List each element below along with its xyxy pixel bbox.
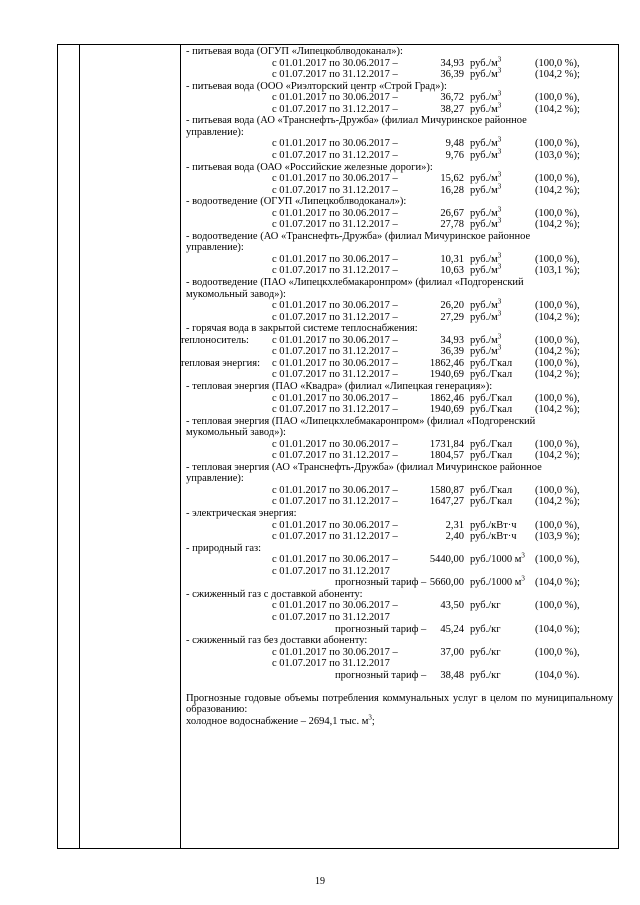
tariff-percent: (100,0 %), (535, 519, 580, 531)
tariff-period: с 01.01.2017 по 30.06.2017 – (272, 253, 398, 265)
tariff-period: с 01.07.2017 по 31.12.2017 – (272, 496, 398, 508)
tariff-value: 10,63 (440, 265, 464, 277)
tariff-unit (470, 404, 512, 415)
tariff-row (180, 450, 620, 461)
tariff-value: 37,00 (440, 646, 464, 658)
tariff-unit (470, 624, 501, 635)
tariff-unit (470, 520, 517, 531)
section-heading: - тепловая энергия (ПАО «Липецкхлебмакаронпром» (филиал «Подгоренский (186, 415, 536, 427)
tariff-value: 1731,84 (429, 438, 464, 450)
section-heading: - водоотведение (ОГУП «Липецкоблводоканал»): (186, 196, 407, 208)
unit-text: руб./кг (470, 669, 501, 681)
unit-text: руб./Гкал (470, 438, 513, 450)
tariff-value: 2,40 (445, 531, 464, 543)
tariff-unit (470, 170, 502, 185)
unit-superscript: 3 (521, 551, 525, 560)
tariff-value: 36,72 (440, 92, 464, 104)
unit-text: руб./кВт·ч (470, 531, 517, 543)
tariff-value: 2,31 (445, 519, 464, 531)
tariff-period: с 01.01.2017 по 30.06.2017 – (272, 207, 398, 219)
unit-text: руб./м (470, 57, 498, 69)
tariff-unit (470, 485, 512, 496)
tariff-value: 1804,57 (429, 450, 464, 462)
cold-water-volume (186, 713, 375, 727)
page-number: 19 (315, 876, 325, 887)
tariff-value: 45,24 (440, 623, 464, 635)
tariff-unit (470, 551, 525, 566)
tariff-row (180, 66, 620, 81)
unit-text: руб./м (470, 311, 498, 323)
tariff-row (180, 332, 620, 346)
tariff-row (180, 135, 620, 150)
section-heading: мукомольный завод»): (186, 288, 286, 300)
section-heading: - питьевая вода (АО «Транснефть-Дружба» (филиал Мичуринское районное (186, 115, 527, 127)
tariff-row (180, 147, 620, 161)
tariff-row (180, 612, 620, 623)
tariff-value: 1647,27 (429, 496, 464, 508)
unit-text: руб./Гкал (470, 392, 513, 404)
tariff-row (180, 262, 620, 277)
tariff-unit (470, 216, 502, 231)
table-border-top (57, 44, 619, 45)
tariff-period: с 01.07.2017 по 31.12.2017 (272, 565, 390, 577)
tariff-row (180, 369, 620, 380)
tariff-percent: (104,2 %); (535, 219, 580, 231)
tariff-row (180, 566, 620, 577)
tariff-percent: (104,2 %); (535, 450, 580, 462)
tariff-period: с 01.01.2017 по 30.06.2017 – (272, 57, 398, 69)
unit-superscript: 3 (497, 170, 502, 179)
section-heading: - водоотведение (ПАО «Липецкхлебмакаронпром» (филиал «Подгоренский (186, 277, 524, 288)
tariff-value: 34,93 (440, 57, 464, 69)
tariff-period: с 01.01.2017 по 30.06.2017 – (272, 600, 398, 612)
unit-text: руб./Гкал (470, 450, 513, 462)
table-border-bottom (57, 848, 619, 849)
tariff-percent: (103,9 %); (535, 531, 580, 543)
unit-text: руб./м (470, 149, 498, 161)
tariff-row (180, 393, 620, 404)
tariff-row (180, 297, 620, 312)
unit-text: руб./м (470, 207, 498, 219)
unit-text: руб./м (470, 219, 498, 231)
tariff-unit (470, 101, 502, 115)
tariff-row (180, 89, 620, 104)
tariff-value: 15,62 (440, 173, 464, 185)
tariff-unit (470, 205, 502, 219)
tariff-percent: (104,0 %); (535, 577, 580, 589)
unit-text: руб./м (470, 103, 498, 115)
section-heading: - сжиженный газ без доставки абоненту: (186, 635, 368, 647)
row-side-label: теплоноситель: (180, 334, 249, 346)
unit-superscript: 3 (497, 216, 502, 225)
tariff-percent: (104,2 %); (535, 369, 580, 381)
unit-text: руб./м (470, 300, 498, 312)
tariff-percent: (100,0 %), (535, 646, 580, 658)
tariff-value: 5660,00 (429, 577, 464, 589)
section-heading: - электрическая энергия: (186, 508, 297, 519)
tariff-value: 1580,87 (429, 484, 464, 496)
tariff-unit (470, 147, 502, 161)
tariff-value: 16,28 (440, 184, 464, 196)
tariff-period: с 01.01.2017 по 30.06.2017 – (272, 173, 398, 185)
tariff-row (180, 205, 620, 219)
tariff-row (180, 439, 620, 450)
unit-superscript: 3 (497, 66, 502, 75)
tariff-value: 26,20 (440, 300, 464, 312)
tariff-percent: (104,2 %); (535, 69, 580, 81)
unit-text: руб./кг (470, 600, 501, 612)
tariff-unit (470, 135, 502, 150)
tariff-unit (470, 343, 502, 358)
unit-text: руб./1000 м (470, 577, 522, 589)
tariff-row (180, 574, 620, 589)
unit-text: руб./м (470, 173, 498, 185)
forecast-label: прогнозный тариф – (335, 623, 427, 635)
forecast-label: прогнозный тариф – (335, 669, 427, 681)
tariff-percent: (100,0 %), (535, 392, 580, 404)
tariff-period: с 01.01.2017 по 30.06.2017 – (272, 392, 398, 404)
tariff-percent: (100,0 %), (535, 57, 580, 69)
tariff-period: с 01.01.2017 по 30.06.2017 – (272, 554, 398, 566)
tariff-unit (470, 332, 502, 346)
tariff-percent: (103,1 %); (535, 265, 580, 277)
unit-text: руб./кВт·ч (470, 519, 517, 531)
tariff-row (180, 343, 620, 358)
unit-text: руб./кг (470, 646, 501, 658)
tariff-period: с 01.07.2017 по 31.12.2017 – (272, 531, 398, 543)
tariff-value: 26,67 (440, 207, 464, 219)
tariff-unit (470, 358, 512, 369)
tariff-unit (470, 55, 502, 69)
unit-superscript: 3 (497, 332, 502, 341)
tariff-unit (470, 369, 512, 380)
tariff-period: с 01.01.2017 по 30.06.2017 – (272, 484, 398, 496)
section-heading: - водоотведение (АО «Транснефть-Дружба» (филиал Мичуринское районное (186, 230, 531, 242)
section-heading: - питьевая вода (ОГУП «Липецкоблводоканал»): (186, 46, 403, 57)
unit-text: руб./м (470, 184, 498, 196)
tariff-row (180, 658, 620, 669)
tariff-unit (470, 393, 512, 404)
tariff-value: 1862,46 (429, 357, 464, 369)
unit-text: руб./1000 м (470, 554, 522, 566)
unit-superscript: 3 (497, 182, 502, 191)
unit-text: руб./м (470, 253, 498, 265)
forecast-paragraph: Прогнозные годовые объемы потребления коммунальных услуг в целом по муниципальному образованию: (186, 692, 613, 715)
tariff-row (180, 182, 620, 196)
unit-text: руб./Гкал (470, 484, 513, 496)
unit-superscript: 3 (497, 309, 502, 318)
tariff-unit (470, 531, 517, 542)
tariff-period: с 01.01.2017 по 30.06.2017 – (272, 92, 398, 104)
tariff-row (180, 101, 620, 115)
tariff-percent: (100,0 %), (535, 438, 580, 450)
tariff-period: с 01.07.2017 по 31.12.2017 – (272, 311, 398, 323)
tariff-unit (470, 574, 525, 589)
section-heading: - горячая вода в закрытой системе теплоснабжения: (186, 323, 418, 335)
tariff-period: с 01.07.2017 по 31.12.2017 – (272, 184, 398, 196)
unit-text: руб./м (470, 138, 498, 150)
unit-text: руб./м (470, 346, 498, 358)
tariff-period: с 01.01.2017 по 30.06.2017 – (272, 438, 398, 450)
unit-text: руб./м (470, 334, 498, 346)
cold-water-text: холодное водоснабжение – 2694,1 тыс. м (186, 715, 369, 727)
section-heading: - питьевая вода (ООО «Риэлторский центр «Строй Град»): (186, 80, 447, 92)
unit-superscript: 3 (497, 101, 502, 110)
unit-superscript: 3 (521, 574, 525, 583)
tariff-period: с 01.07.2017 по 31.12.2017 – (272, 369, 398, 381)
tariff-percent: (104,2 %); (535, 103, 580, 115)
tariff-period: с 01.07.2017 по 31.12.2017 – (272, 346, 398, 358)
tariff-percent: (104,0 %); (535, 623, 580, 635)
tariff-row (180, 404, 620, 415)
tariff-row (180, 670, 620, 681)
tariff-period: с 01.07.2017 по 31.12.2017 – (272, 149, 398, 161)
section-heading: управление): (186, 126, 244, 138)
tariff-period: с 01.07.2017 по 31.12.2017 – (272, 219, 398, 231)
tariff-period: с 01.01.2017 по 30.06.2017 – (272, 334, 398, 346)
section-heading: - сжиженный газ с доставкой абоненту: (186, 588, 363, 600)
tariff-unit (470, 89, 502, 104)
tariff-unit (470, 647, 501, 658)
tariff-row (180, 520, 620, 531)
tariff-unit (470, 297, 502, 312)
unit-superscript: 3 (497, 205, 502, 214)
tariff-period: с 01.01.2017 по 30.06.2017 – (272, 519, 398, 531)
section-heading: - тепловая энергия (ПАО «Квадра» (филиал «Липецкая генерация»): (186, 380, 493, 392)
tariff-percent: (100,0 %), (535, 207, 580, 219)
tariff-value: 38,48 (440, 669, 464, 681)
tariff-percent: (100,0 %), (535, 357, 580, 369)
tariff-period: с 01.07.2017 по 31.12.2017 – (272, 404, 398, 416)
unit-superscript: 3 (497, 55, 502, 64)
unit-text: руб./Гкал (470, 496, 513, 508)
unit-text: руб./Гкал (470, 369, 513, 381)
tariff-value: 34,93 (440, 334, 464, 346)
tariff-percent: (104,0 %). (535, 669, 580, 681)
tariff-unit (470, 496, 512, 507)
tariff-value: 1940,69 (429, 404, 464, 416)
tariff-row (180, 216, 620, 231)
tariff-period: с 01.07.2017 по 31.12.2017 – (272, 69, 398, 81)
unit-superscript: 3 (497, 343, 502, 352)
tariff-row (180, 55, 620, 69)
tariff-value: 43,50 (440, 600, 464, 612)
tariff-value: 36,39 (440, 69, 464, 81)
cold-water-superscript: 3 (368, 713, 372, 722)
tariff-row (180, 170, 620, 185)
tariff-period: с 01.07.2017 по 31.12.2017 – (272, 265, 398, 277)
tariff-row (180, 647, 620, 658)
tariff-row (180, 531, 620, 542)
tariff-percent: (100,0 %), (535, 92, 580, 104)
tariff-value: 1862,46 (429, 392, 464, 404)
tariff-period: с 01.01.2017 по 30.06.2017 – (272, 646, 398, 658)
tariff-row (180, 551, 620, 566)
tariff-percent: (100,0 %), (535, 484, 580, 496)
tariff-unit (470, 251, 502, 265)
tariff-percent: (104,2 %); (535, 184, 580, 196)
tariff-unit (470, 182, 502, 196)
tariff-value: 36,39 (440, 346, 464, 358)
tariff-unit (470, 262, 502, 277)
tariff-period: с 01.01.2017 по 30.06.2017 – (272, 357, 398, 369)
tariff-percent: (104,2 %); (535, 496, 580, 508)
unit-superscript: 3 (497, 262, 502, 271)
unit-text: руб./кг (470, 623, 501, 635)
tariff-value: 27,29 (440, 311, 464, 323)
row-side-label: тепловая энергия: (180, 357, 261, 369)
tariff-percent: (100,0 %), (535, 554, 580, 566)
tariff-row (180, 309, 620, 323)
tariff-percent: (100,0 %), (535, 334, 580, 346)
tariff-period: с 01.07.2017 по 31.12.2017 (272, 658, 390, 670)
section-heading: управление): (186, 242, 244, 254)
section-heading: управление): (186, 473, 244, 485)
tariff-row (180, 485, 620, 496)
section-heading: мукомольный завод»): (186, 427, 286, 439)
tariff-value: 1940,69 (429, 369, 464, 381)
tariff-row (180, 358, 620, 369)
unit-superscript: 3 (497, 135, 502, 144)
section-heading: - природный газ: (186, 542, 262, 554)
forecast-label: прогнозный тариф – (335, 577, 427, 589)
tariff-unit (470, 309, 502, 323)
tariff-period: с 01.01.2017 по 30.06.2017 – (272, 300, 398, 312)
tariff-period: с 01.07.2017 по 31.12.2017 (272, 611, 390, 623)
tariff-unit (470, 439, 512, 450)
unit-superscript: 3 (497, 297, 502, 306)
unit-text: руб./Гкал (470, 357, 513, 369)
table-border-left (57, 44, 58, 849)
unit-text: руб./Гкал (470, 404, 513, 416)
unit-text: руб./м (470, 69, 498, 81)
unit-superscript: 3 (497, 89, 502, 98)
tariff-percent: (103,0 %); (535, 149, 580, 161)
table-col-divider-1 (79, 44, 80, 849)
tariff-row (180, 496, 620, 507)
tariff-row (180, 600, 620, 611)
tariff-value: 9,48 (445, 138, 464, 150)
tariff-percent: (100,0 %), (535, 600, 580, 612)
unit-text: руб./м (470, 265, 498, 277)
tariff-unit (470, 66, 502, 81)
tariff-percent: (100,0 %), (535, 300, 580, 312)
section-heading: - тепловая энергия (АО «Транснефть-Дружба» (филиал Мичуринское районное (186, 461, 542, 473)
tariff-percent: (104,2 %); (535, 404, 580, 416)
tariff-value: 38,27 (440, 103, 464, 115)
tariff-unit (470, 450, 512, 461)
tariff-period: с 01.07.2017 по 31.12.2017 – (272, 450, 398, 462)
tariff-percent: (104,2 %); (535, 346, 580, 358)
unit-superscript: 3 (497, 147, 502, 156)
cold-water-suffix: ; (371, 715, 375, 727)
tariff-unit (470, 600, 501, 611)
tariff-value: 10,31 (440, 253, 464, 265)
tariff-period: с 01.07.2017 по 31.12.2017 – (272, 103, 398, 115)
tariff-percent: (100,0 %), (535, 253, 580, 265)
unit-superscript: 3 (497, 251, 502, 260)
tariff-value: 5440,00 (429, 554, 464, 566)
tariff-percent: (104,2 %); (535, 311, 580, 323)
tariff-row (180, 624, 620, 635)
section-heading: - питьевая вода (ОАО «Российские железные дороги»): (186, 161, 433, 173)
tariff-period: с 01.01.2017 по 30.06.2017 – (272, 138, 398, 150)
tariff-row (180, 251, 620, 265)
unit-text: руб./м (470, 92, 498, 104)
tariff-value: 27,78 (440, 219, 464, 231)
tariff-unit (470, 670, 501, 681)
tariff-percent: (100,0 %), (535, 173, 580, 185)
tariff-percent: (100,0 %), (535, 138, 580, 150)
tariff-value: 9,76 (445, 149, 464, 161)
